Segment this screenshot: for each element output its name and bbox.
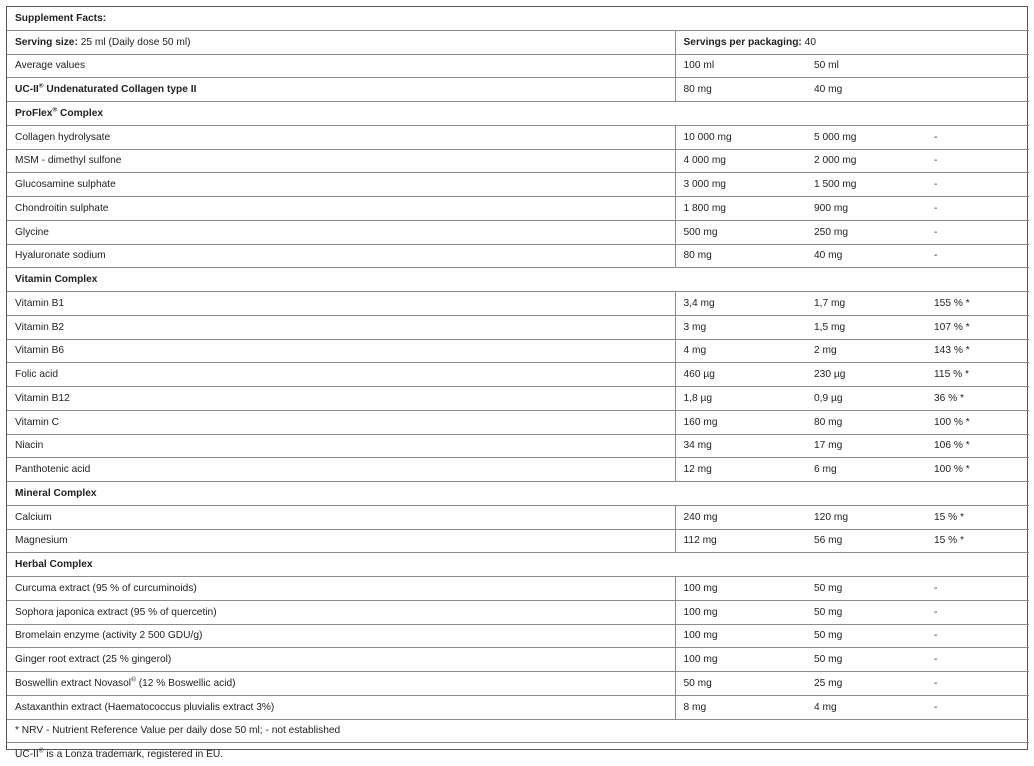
value-100ml: 100 mg [675, 577, 806, 601]
value-nrv [926, 78, 1029, 102]
row-label: Average values [7, 54, 675, 78]
value-nrv: - [926, 600, 1029, 624]
value-100ml: 8 mg [675, 695, 806, 719]
value-50ml: 50 ml [806, 54, 926, 78]
value-50ml: 250 mg [806, 220, 926, 244]
value-100ml: 100 ml [675, 54, 806, 78]
value-50ml: 1,7 mg [806, 292, 926, 316]
servings-per-packaging [675, 30, 1029, 54]
table-row [7, 458, 1029, 482]
table-row [7, 387, 1029, 411]
value-100ml: 1,8 µg [675, 387, 806, 411]
value-100ml: 4 mg [675, 339, 806, 363]
value-nrv: - [926, 197, 1029, 221]
section-title: Herbal Complex [7, 553, 1029, 577]
value-nrv: 106 % * [926, 434, 1029, 458]
value-100ml: 100 mg [675, 624, 806, 648]
table-row [7, 577, 1029, 601]
footnote-nrv-row [7, 719, 1029, 743]
value-nrv: - [926, 672, 1029, 696]
footnote-nrv: * NRV - Nutrient Reference Value per daily dose 50 ml; - not established [7, 719, 1029, 743]
row-label: Vitamin B2 [7, 315, 675, 339]
value-50ml: 120 mg [806, 505, 926, 529]
value-50ml: 6 mg [806, 458, 926, 482]
serving-size [7, 30, 675, 54]
row-label: Chondroitin sulphate [7, 197, 675, 221]
table-row [7, 410, 1029, 434]
value-50ml: 50 mg [806, 648, 926, 672]
value-nrv: - [926, 244, 1029, 268]
row-label: Vitamin B1 [7, 292, 675, 316]
value-100ml: 240 mg [675, 505, 806, 529]
astaxanthin-row [7, 695, 1029, 719]
value-100ml: 12 mg [675, 458, 806, 482]
footnote-trademark: UC-II® is a Lonza trademark, registered in EU. [7, 743, 1029, 766]
table-row [7, 624, 1029, 648]
footnote-trademark-row [7, 743, 1029, 766]
row-label: Niacin [7, 434, 675, 458]
row-label: Magnesium [7, 529, 675, 553]
value-nrv: 36 % * [926, 387, 1029, 411]
value-100ml: 3 mg [675, 315, 806, 339]
section-title: Mineral Complex [7, 482, 1029, 506]
table-row [7, 292, 1029, 316]
table-row [7, 505, 1029, 529]
table-row [7, 363, 1029, 387]
value-nrv: 100 % * [926, 458, 1029, 482]
value-nrv [926, 54, 1029, 78]
section-title: Vitamin Complex [7, 268, 1029, 292]
row-label: UC-II® Undenaturated Collagen type II [7, 78, 675, 102]
table-row [7, 244, 1029, 268]
row-label: MSM - dimethyl sulfone [7, 149, 675, 173]
value-50ml: 40 mg [806, 244, 926, 268]
value-100ml: 34 mg [675, 434, 806, 458]
row-label: Vitamin B6 [7, 339, 675, 363]
row-label: Vitamin C [7, 410, 675, 434]
row-label: Bromelain enzyme (activity 2 500 GDU/g) [7, 624, 675, 648]
row-label: Boswellin extract Novasol® (12 % Boswellic acid) [7, 672, 675, 696]
value-50ml: 1,5 mg [806, 315, 926, 339]
supplement-facts-panel [6, 6, 1028, 761]
table-row [7, 125, 1029, 149]
servings-per-packaging-label: Servings per packaging: [683, 36, 802, 48]
boswellin-row [7, 672, 1029, 696]
value-100ml: 160 mg [675, 410, 806, 434]
value-nrv: 155 % * [926, 292, 1029, 316]
row-label: Sophora japonica extract (95 % of quercetin) [7, 600, 675, 624]
table-row [7, 173, 1029, 197]
value-50ml: 50 mg [806, 624, 926, 648]
value-50ml: 50 mg [806, 577, 926, 601]
value-nrv: 107 % * [926, 315, 1029, 339]
section-header-herbal [7, 553, 1029, 577]
value-100ml: 80 mg [675, 244, 806, 268]
value-50ml: 5 000 mg [806, 125, 926, 149]
section-header-mineral [7, 482, 1029, 506]
serving-size-value: 25 ml (Daily dose 50 ml) [80, 36, 191, 48]
row-label: Panthotenic acid [7, 458, 675, 482]
value-nrv: 15 % * [926, 505, 1029, 529]
section-header-vitamin [7, 268, 1029, 292]
value-nrv: - [926, 577, 1029, 601]
value-100ml: 3 000 mg [675, 173, 806, 197]
row-label: Folic acid [7, 363, 675, 387]
table-row [7, 434, 1029, 458]
value-50ml: 0,9 µg [806, 387, 926, 411]
value-50ml: 40 mg [806, 78, 926, 102]
table-title: Supplement Facts: [7, 7, 1029, 30]
row-label: Hyaluronate sodium [7, 244, 675, 268]
servings-per-packaging-value: 40 [804, 36, 817, 48]
serving-row [7, 30, 1029, 54]
row-label: Vitamin B12 [7, 387, 675, 411]
value-100ml: 50 mg [675, 672, 806, 696]
section-title: ProFlex® Complex [7, 102, 1029, 126]
value-50ml: 17 mg [806, 434, 926, 458]
row-label: Ginger root extract (25 % gingerol) [7, 648, 675, 672]
average-values-row [7, 54, 1029, 78]
serving-size-label: Serving size: [15, 36, 78, 48]
table-row [7, 315, 1029, 339]
table-row [7, 529, 1029, 553]
table-row [7, 339, 1029, 363]
value-100ml: 112 mg [675, 529, 806, 553]
row-label: Collagen hydrolysate [7, 125, 675, 149]
row-label: Glycine [7, 220, 675, 244]
table-row [7, 220, 1029, 244]
value-nrv: - [926, 624, 1029, 648]
title-row [7, 7, 1029, 30]
value-50ml: 80 mg [806, 410, 926, 434]
value-100ml: 460 µg [675, 363, 806, 387]
table-row [7, 648, 1029, 672]
table-row [7, 197, 1029, 221]
value-100ml: 100 mg [675, 648, 806, 672]
value-50ml: 4 mg [806, 695, 926, 719]
table-row [7, 600, 1029, 624]
row-label: Glucosamine sulphate [7, 173, 675, 197]
value-100ml: 100 mg [675, 600, 806, 624]
row-label: Astaxanthin extract (Haematococcus pluvialis extract 3%) [7, 695, 675, 719]
value-50ml: 1 500 mg [806, 173, 926, 197]
value-100ml: 80 mg [675, 78, 806, 102]
value-nrv: - [926, 695, 1029, 719]
value-nrv: 15 % * [926, 529, 1029, 553]
value-100ml: 4 000 mg [675, 149, 806, 173]
value-100ml: 3,4 mg [675, 292, 806, 316]
value-50ml: 230 µg [806, 363, 926, 387]
value-100ml: 500 mg [675, 220, 806, 244]
value-nrv: - [926, 173, 1029, 197]
value-nrv: - [926, 648, 1029, 672]
row-label: Curcuma extract (95 % of curcuminoids) [7, 577, 675, 601]
value-100ml: 10 000 mg [675, 125, 806, 149]
value-nrv: 143 % * [926, 339, 1029, 363]
row-label: Calcium [7, 505, 675, 529]
value-nrv: - [926, 220, 1029, 244]
value-nrv: - [926, 149, 1029, 173]
value-50ml: 2 mg [806, 339, 926, 363]
value-nrv: 115 % * [926, 363, 1029, 387]
section-header-proflex [7, 102, 1029, 126]
uc2-row [7, 78, 1029, 102]
value-100ml: 1 800 mg [675, 197, 806, 221]
value-50ml: 2 000 mg [806, 149, 926, 173]
supplement-facts-table [7, 7, 1029, 766]
table-row [7, 149, 1029, 173]
value-50ml: 50 mg [806, 600, 926, 624]
value-50ml: 56 mg [806, 529, 926, 553]
value-nrv: - [926, 125, 1029, 149]
value-50ml: 900 mg [806, 197, 926, 221]
value-nrv: 100 % * [926, 410, 1029, 434]
value-50ml: 25 mg [806, 672, 926, 696]
